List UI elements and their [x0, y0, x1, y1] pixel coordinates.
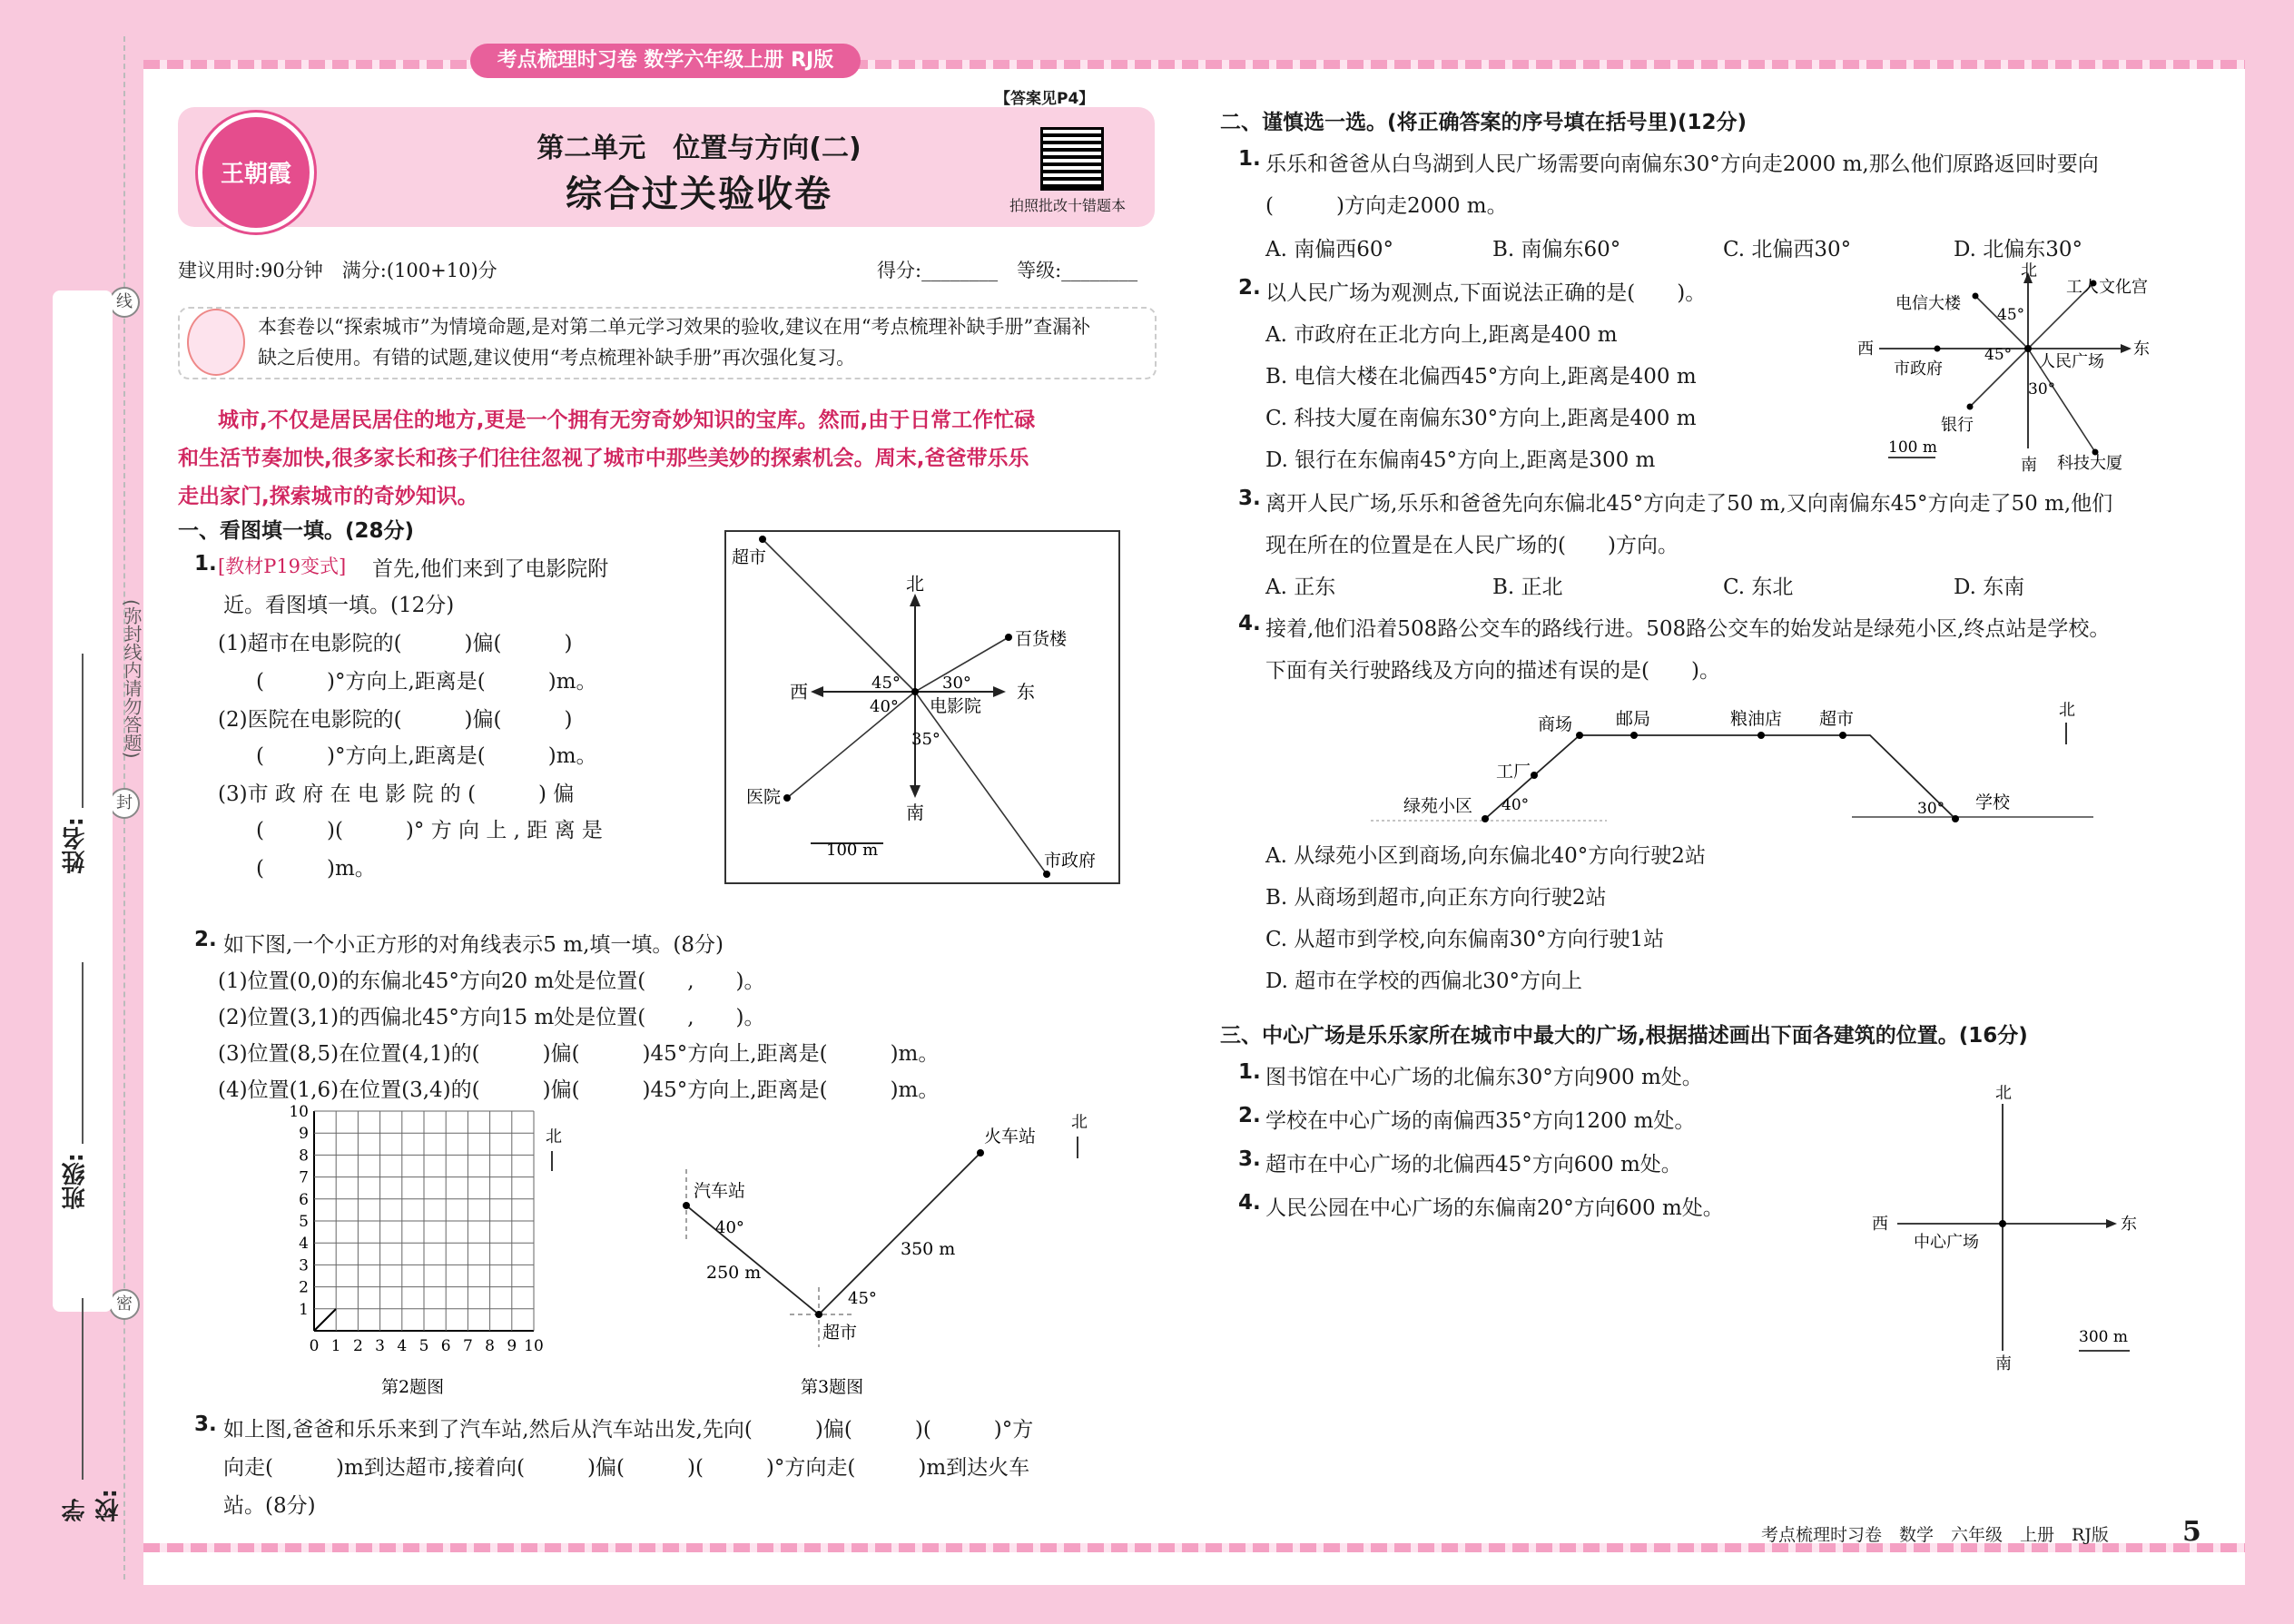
s2q2-number: 2.: [1238, 276, 1261, 300]
s2q1-opt-a[interactable]: A. 南偏西60°: [1265, 238, 1393, 261]
west-arrow-icon: [811, 686, 823, 697]
fig3-bus: 汽车站: [694, 1181, 746, 1201]
q3-number: 3.: [194, 1412, 217, 1436]
q1-a1: (1)超市在电影院的( )偏( ): [218, 632, 573, 655]
q1-a2: ( )°方向上,距离是( )m。: [256, 670, 597, 694]
grid-y-tick: 10: [289, 1103, 309, 1121]
s2q3-line1: 离开人民广场,乐乐和爸爸先向东偏北45°方向走了50 m,又向南偏东45°方向走了50 m,他们: [1265, 492, 2113, 516]
school-field[interactable]: [82, 1298, 84, 1480]
market-point: [815, 1311, 822, 1318]
class-field[interactable]: [82, 962, 84, 1144]
q2-d: (4)位置(1,6)在位置(3,4)的( )偏( )45°方向上,距离是( )m。: [218, 1078, 940, 1102]
school-pt: [1952, 815, 1959, 822]
qr-code-icon[interactable]: [1040, 127, 1104, 191]
s2q3-opt-b[interactable]: B. 正北: [1492, 576, 1563, 599]
ps-bank: 银行: [1941, 416, 1974, 435]
section3-title: 三、中心广场是乐乐家所在城市中最大的广场,根据描述画出下面各建筑的位置。(16分): [1220, 1024, 2028, 1048]
s3-item4-number: 4.: [1238, 1191, 1261, 1215]
govt-point: [1043, 871, 1050, 878]
ps-center: [2024, 345, 2032, 352]
ps-govt: 市政府: [1894, 359, 1943, 379]
s2q3-line2: 现在所在的位置是在人民广场的( )方向。: [1265, 534, 1679, 557]
q2-a: (1)位置(0,0)的东偏北45°方向20 m处是位置( , )。: [218, 969, 765, 993]
q1-b2: ( )°方向上,距离是( )m。: [256, 744, 597, 768]
s2q1-opt-b[interactable]: B. 南偏东60°: [1492, 238, 1621, 261]
cinema-point: [911, 688, 919, 695]
q3-line2: 向走( )m到达超市,接着向( )偏( )( )°方向走( )m到达火车: [223, 1456, 1030, 1480]
route-garden: 绿苑小区: [1403, 796, 1473, 816]
dept-point: [1005, 634, 1012, 641]
ps-workers: 工人文化宫: [2066, 278, 2148, 297]
q1-b1: (2)医院在电影院的( )偏( ): [218, 708, 573, 732]
grid-x-tick: 0: [309, 1337, 320, 1355]
intro-line2: 缺之后使用。有错的试题,建议使用“考点梳理补缺手册”再次强化复习。: [258, 347, 856, 369]
fig1-scale: 100 m: [826, 841, 879, 860]
ps-bank-pt: [1967, 404, 1974, 410]
fig1-angle45: 45°: [871, 674, 901, 693]
fig1-west: 西: [790, 681, 808, 703]
grid-y-tick: 1: [299, 1300, 309, 1319]
grain-pt: [1757, 732, 1765, 739]
seal-note: (弥封线内请勿答题): [121, 599, 143, 759]
route-school: 学校: [1975, 792, 2011, 812]
ps-square: 人民广场: [2039, 352, 2104, 371]
fig3-angle40: 40°: [715, 1218, 744, 1237]
s2q4-number: 4.: [1238, 612, 1261, 635]
fig3-angle45: 45°: [848, 1289, 877, 1308]
q3-line1: 如上图,爸爸和乐乐来到了汽车站,然后从汽车站出发,先向( )偏( )( )°方: [223, 1418, 1034, 1442]
story-line1: 城市,不仅是居民居住的地方,更是一个拥有无穷奇妙知识的宝库。然而,由于日常工作忙碌: [218, 408, 1036, 432]
name-label: 姓名:: [62, 817, 89, 874]
grid-x-tick: 9: [507, 1337, 517, 1355]
fig1-angle40: 40°: [870, 697, 899, 716]
s2q1-opt-d[interactable]: D. 北偏东30°: [1954, 238, 2083, 261]
story-line3: 走出家门,探索城市的奇妙知识。: [178, 485, 478, 508]
grid-lines: [314, 1111, 534, 1331]
figure-cinema-map: [724, 530, 1120, 884]
logo-text: 王朝霞: [220, 161, 291, 188]
garden-pt: [1482, 815, 1489, 822]
fig1-angle35: 35°: [911, 730, 940, 749]
section1-title: 一、看图填一填。(28分): [178, 519, 415, 543]
section2-title: 二、谨慎选一选。(将正确答案的序号填在括号里)(12分): [1220, 111, 1748, 134]
s3-item2-number: 2.: [1238, 1104, 1261, 1127]
route-post: 邮局: [1616, 709, 1651, 729]
s2q3-opt-c[interactable]: C. 东北: [1723, 576, 1794, 599]
market-pt: [1839, 732, 1846, 739]
s3-item2: 学校在中心广场的南偏西35°方向1200 m处。: [1265, 1109, 1696, 1133]
student-info-sidebar: [53, 290, 123, 1522]
bus-point: [683, 1202, 690, 1209]
seal-mark-dense: 密: [109, 1289, 140, 1320]
grid-x-tick: 2: [352, 1337, 363, 1355]
girl-avatar-icon: [187, 309, 245, 376]
score-info: 得分:________ 等级:________: [877, 260, 1138, 281]
route-angle40: 40°: [1501, 796, 1530, 814]
grid-x-tick: 5: [418, 1337, 429, 1355]
ray-govt: [915, 692, 1047, 874]
cs-south: 南: [1995, 1354, 2012, 1373]
series-tab: 考点梳理时习卷 数学六年级上册 RJ版: [470, 44, 861, 78]
q2-line1: 如下图,一个小正方形的对角线表示5 m,填一填。(8分): [223, 933, 724, 957]
s2q4-opt-a[interactable]: A. 从绿苑小区到商场,向东偏北40°方向行驶2站: [1265, 844, 1706, 868]
ps-west: 西: [1857, 340, 1874, 359]
s2q2-opt-c[interactable]: C. 科技大厦在南偏东30°方向上,距离是400 m: [1265, 407, 1697, 430]
grid-x-tick: 7: [462, 1337, 473, 1355]
fig1-dept: 百货楼: [1015, 629, 1068, 649]
fig1-supermarket: 超市: [732, 547, 767, 567]
s2q4-line2: 下面有关行驶路线及方向的描述有误的是( )。: [1265, 659, 1720, 683]
south-arrow-icon: [910, 785, 921, 798]
cs-center-pt: [1999, 1220, 2006, 1227]
intro-line1: 本套卷以“探索城市”为情境命题,是对第二单元学习效果的验收,建议在用“考点梳理补缺手册”查漏补: [258, 316, 1091, 338]
s2q3-number: 3.: [1238, 487, 1261, 510]
time-info: 建议用时:90分钟 满分:(100+10)分: [178, 260, 497, 281]
cs-scale: 300 m: [2079, 1328, 2128, 1346]
hospital-point: [783, 794, 791, 802]
name-field[interactable]: [82, 654, 84, 808]
route-line: [1485, 735, 1955, 819]
grid-x-tick: 4: [397, 1337, 408, 1355]
s3-item1: 图书馆在中心广场的北偏东30°方向900 m处。: [1265, 1066, 1703, 1089]
q1-line2: 近。看图填一填。(12分): [223, 594, 455, 617]
ps-angle30: 30°: [2028, 380, 2056, 399]
s2q4-opt-d[interactable]: D. 超市在学校的西偏北30°方向上: [1265, 969, 1583, 993]
answer-ref: 【答案见P4】: [995, 90, 1095, 108]
fig1-govt: 市政府: [1044, 851, 1097, 871]
grid-y-tick: 8: [299, 1147, 309, 1166]
ps-govt-pt: [1935, 346, 1941, 352]
route-north: 北: [2059, 701, 2075, 720]
fig1-hospital: 医院: [746, 787, 782, 807]
ps-scale: 100 m: [1888, 438, 1937, 457]
cs-north: 北: [1995, 1084, 2012, 1103]
s2q4-line1: 接着,他们沿着508路公交车的路线行进。508路公交车的始发站是绿苑小区,终点站是学校。: [1265, 617, 2111, 641]
q2-number: 2.: [194, 928, 217, 951]
route-mall: 商场: [1538, 714, 1573, 734]
route-market: 超市: [1819, 709, 1855, 729]
s2q3-opt-d[interactable]: D. 东南: [1954, 576, 2025, 599]
grid-y-tick: 2: [299, 1278, 309, 1297]
q1-number: 1.: [194, 552, 217, 576]
grid-y-tick: 6: [299, 1190, 309, 1209]
s2q1-line1: 乐乐和爸爸从白鸟湖到人民广场需要向南偏东30°方向走2000 m,那么他们原路返回时要向: [1265, 153, 2099, 176]
s2q1-number: 1.: [1238, 147, 1261, 171]
supermarket-point: [759, 536, 766, 543]
fig3-station: 火车站: [984, 1127, 1037, 1147]
north-arrow-icon: [910, 594, 921, 606]
page-number: 5: [2182, 1516, 2201, 1548]
station-point: [977, 1149, 984, 1156]
grid-y-tick: 5: [299, 1213, 309, 1231]
grid-y-tick: 9: [299, 1125, 309, 1144]
fig1-angle30: 30°: [942, 674, 971, 693]
cs-east-arrow-icon: [2106, 1219, 2117, 1228]
ps-angle45b: 45°: [1984, 346, 2013, 364]
s2q4-opt-b[interactable]: B. 从商场到超市,向正东方向行驶2站: [1265, 886, 1607, 910]
cs-west: 西: [1872, 1215, 1888, 1234]
route-grain: 粮油店: [1730, 709, 1783, 729]
class-label: 班级:: [62, 1153, 89, 1210]
ps-angle45a: 45°: [1997, 306, 2025, 324]
story-line2: 和生活节奏加快,很多家长和孩子们往往忽视了城市中那些美妙的探索机会。周末,爸爸带乐乐: [178, 447, 1029, 470]
grid-x-tick: 1: [330, 1337, 341, 1355]
qr-caption: 拍照批改十错题本: [1009, 197, 1127, 214]
route-bus-to-market: [686, 1206, 819, 1314]
grid-y-tick: 3: [299, 1256, 309, 1275]
grid-x-tick: 8: [485, 1337, 496, 1355]
s3-item4: 人民公园在中心广场的东偏南20°方向600 m处。: [1265, 1196, 1724, 1220]
s3-item1-number: 1.: [1238, 1060, 1261, 1084]
east-arrow-icon: [993, 686, 1006, 697]
figure-route-stations: [635, 1109, 1108, 1400]
s3-item3: 超市在中心广场的北偏西45°方向600 m处。: [1265, 1153, 1682, 1176]
fig3-dist250: 250 m: [706, 1263, 762, 1283]
ray-supermarket: [763, 539, 915, 692]
s2q3-opt-a[interactable]: A. 正东: [1265, 576, 1336, 599]
fig2-north: 北: [546, 1127, 562, 1147]
s2q2-line1: 以人民广场为观测点,下面说法正确的是( )。: [1265, 281, 1707, 305]
ps-east-arrow-icon: [2121, 344, 2132, 353]
s2q2-opt-b[interactable]: B. 电信大楼在北偏西45°方向上,距离是400 m: [1265, 365, 1697, 389]
cs-east: 东: [2121, 1215, 2137, 1234]
figure-grid: [287, 1103, 586, 1403]
seal-line: [116, 36, 153, 1580]
grid-y-tick: 7: [299, 1168, 309, 1187]
fig1-north: 北: [906, 573, 924, 595]
grid-diagonal: [314, 1309, 336, 1331]
fig3-caption: 第3题图: [801, 1377, 864, 1397]
seal-mark-seal: 封: [109, 788, 140, 819]
s2q1-line2: ( )方向走2000 m。: [1265, 194, 1508, 218]
q3-line3: 站。(8分): [223, 1494, 316, 1518]
ps-tech: 科技大厦: [2057, 454, 2122, 473]
ps-south: 南: [2021, 456, 2037, 475]
q2-c: (3)位置(8,5)在位置(4,1)的( )偏( )45°方向上,距离是( )m。: [218, 1042, 940, 1066]
fig3-dist350: 350 m: [901, 1239, 956, 1259]
brand-logo: [198, 113, 314, 232]
figure-center-square[interactable]: [1861, 1078, 2151, 1378]
fig3-market: 超市: [822, 1323, 858, 1343]
route-factory: 工厂: [1496, 762, 1531, 782]
fig2-caption: 第2题图: [381, 1377, 445, 1397]
fig1-east: 东: [1017, 681, 1035, 703]
fig1-south: 南: [906, 802, 924, 823]
grid-x-tick: 10: [524, 1337, 544, 1355]
unit-title: 第二单元 位置与方向(二): [537, 133, 861, 164]
cs-center: 中心广场: [1914, 1233, 1979, 1252]
route-market-to-station: [819, 1153, 980, 1314]
q1-c1: (3)市 政 府 在 电 影 院 的 ( ) 偏: [218, 782, 575, 806]
q2-b: (2)位置(3,1)的西偏北45°方向15 m处是位置( , )。: [218, 1006, 765, 1029]
s2q2-opt-d[interactable]: D. 银行在东偏南45°方向上,距离是300 m: [1265, 448, 1656, 472]
q1-tag: [教材P19变式]: [218, 556, 347, 577]
route-angle30: 30°: [1917, 800, 1945, 818]
footer-text: 考点梳理时习卷 数学 六年级 上册 RJ版: [1761, 1525, 2109, 1545]
figure-bus-route: [1362, 697, 2124, 824]
grid-x-tick: 6: [440, 1337, 451, 1355]
mall-pt: [1576, 732, 1583, 739]
q1-c3: ( )m。: [256, 857, 376, 881]
s2q1-opt-c[interactable]: C. 北偏西30°: [1723, 238, 1852, 261]
school-label: 学校:: [62, 1489, 123, 1522]
fig3-north: 北: [1071, 1113, 1088, 1132]
ps-telecom: 电信大楼: [1895, 294, 1961, 313]
q1-c2: ( )( )° 方 向 上 , 距 离 是: [256, 819, 603, 842]
s2q2-opt-a[interactable]: A. 市政府在正北方向上,距离是400 m: [1265, 323, 1618, 347]
ps-telecom-pt: [1973, 293, 1979, 300]
post-pt: [1630, 732, 1638, 739]
grid-x-tick: 3: [375, 1337, 386, 1355]
fig1-cinema: 电影院: [930, 696, 982, 716]
figure-people-square: [1852, 261, 2157, 476]
top-border: [143, 60, 2245, 69]
ps-east: 东: [2133, 340, 2150, 359]
page-title: 综合过关验收卷: [566, 173, 832, 215]
s2q4-opt-c[interactable]: C. 从超市到学校,向东偏南30°方向行驶1站: [1265, 928, 1665, 951]
grid-y-tick: 4: [299, 1235, 309, 1254]
seal-mark-line: 线: [109, 287, 140, 318]
s3-item3-number: 3.: [1238, 1147, 1261, 1171]
q1-line1: 首先,他们来到了电影院附: [372, 557, 609, 581]
ps-north: 北: [2021, 261, 2037, 281]
factory-pt: [1531, 772, 1538, 779]
